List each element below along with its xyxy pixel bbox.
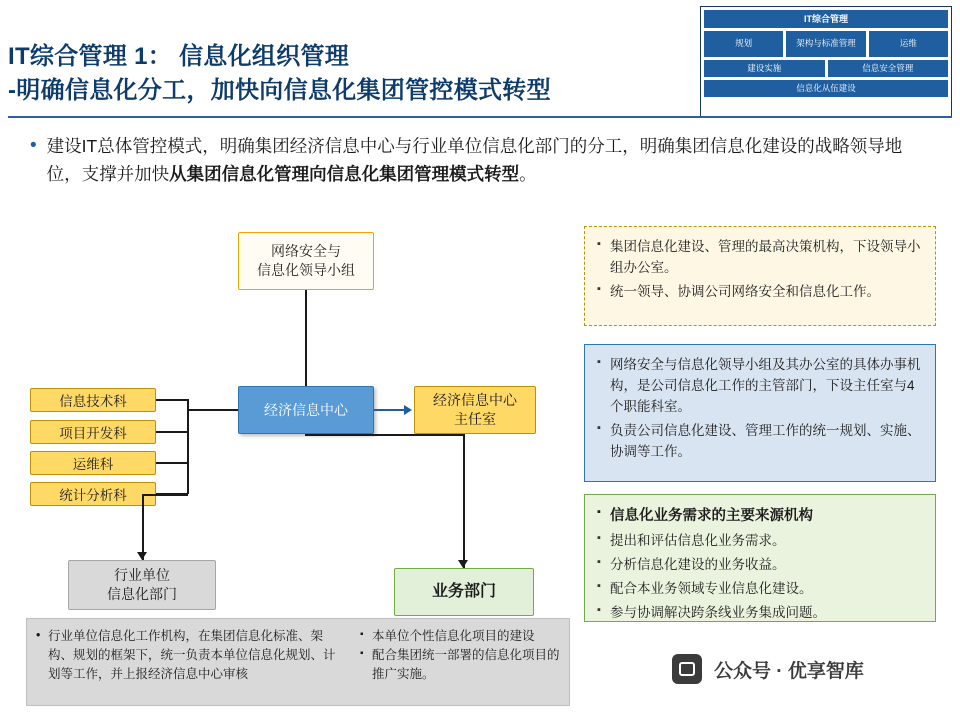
bottom-left-list xyxy=(35,627,341,683)
dept-operations: 运维科 xyxy=(30,451,156,475)
connector-netsec-to-center xyxy=(305,290,307,386)
panel3-item-4: ▪ 参与协调解决跨条线业务集成问题。 xyxy=(597,603,923,624)
panel2-item-2: ▪ 负责公司信息化建设、管理工作的统一规划、实施、协调等工作。 xyxy=(597,421,923,463)
lead-text-tail: 。 xyxy=(519,164,537,185)
mini-row-top xyxy=(704,10,948,28)
connector-dept1 xyxy=(156,399,188,401)
connector-to-industry-vert xyxy=(142,494,144,560)
mini-cell-it-management: IT综合管理 xyxy=(704,10,948,28)
panel3-item-2: ▪ 分析信息化建设的业务收益。 xyxy=(597,555,923,576)
dept-statistics-analysis: 统计分析科 xyxy=(30,482,156,506)
box-director-office xyxy=(414,386,536,434)
connector-bus-to-center xyxy=(187,409,238,411)
mini-cell-security: 信息安全管理 xyxy=(828,60,949,77)
watermark-logo-icon xyxy=(672,654,702,684)
box-industry-line1: 行业单位 xyxy=(114,567,170,584)
dept-info-technology: 信息技术科 xyxy=(30,388,156,412)
panel2-item-1: ▪ 网络安全与信息化领导小组及其办公室的具体办事机构，是公司信息化工作的主管部门，下设主任室与4个职能科室。 xyxy=(597,355,923,418)
mini-row-1 xyxy=(704,31,948,57)
mini-row-2 xyxy=(704,60,948,77)
title-line-2: -明确信息化分工，加快向信息化集团管控模式转型 xyxy=(8,77,551,105)
box-netsec-line2: 信息化领导小组 xyxy=(257,262,355,278)
panel3-item-1: ▪ 提出和评估信息化业务需求。 xyxy=(597,531,923,552)
panel-center-notes xyxy=(584,344,936,482)
panel3-header: ▪ 信息化业务需求的主要来源机构 xyxy=(597,505,923,527)
bottom-right-item-1: ▪ 本单位个性信息化项目的建设 xyxy=(359,627,561,646)
mini-cell-team: 信息化从伍建设 xyxy=(704,80,948,97)
box-director-line2: 主任室 xyxy=(454,411,496,427)
arrow-to-business-icon xyxy=(458,560,468,568)
bottom-left-column xyxy=(35,627,349,697)
dept-project-development: 项目开发科 xyxy=(30,420,156,444)
box-economic-info-center: 经济信息中心 xyxy=(238,386,374,434)
box-netsec-line1: 网络安全与 xyxy=(271,243,341,260)
connector-center-bottom-horiz xyxy=(305,434,464,436)
panel2-list xyxy=(597,355,923,463)
arrow-to-industry-icon xyxy=(137,552,147,560)
box-industry-line2: 信息化部门 xyxy=(107,586,177,602)
lead-paragraph xyxy=(30,132,930,189)
panel3-item-3: ▪ 配合本业务领域专业信息化建设。 xyxy=(597,579,923,600)
lead-text-bold: 从集团信息化管理向信息化集团管理模式转型 xyxy=(169,164,520,185)
box-netsec-leading-group xyxy=(238,232,374,290)
connector-dept3 xyxy=(156,462,188,464)
lead-text-normal: 建设IT总体管控模式，明确集团经济信息中心与行业单位信息化部门的分工，明确集团信息化建设的战略领导地位，支撑并加快 xyxy=(46,136,903,185)
panel1-item-1: ▪ 集团信息化建设、管理的最高决策机构，下设领导小组办公室。 xyxy=(597,237,923,279)
connector-center-to-director xyxy=(374,409,406,411)
panel-industry-unit-notes xyxy=(26,618,570,706)
panel-leading-group-notes xyxy=(584,226,936,326)
mini-cell-operations: 运维 xyxy=(869,31,948,57)
connector-dept2 xyxy=(156,431,188,433)
bottom-right-column xyxy=(349,627,561,697)
panel1-list xyxy=(597,237,923,303)
connector-to-industry-horiz xyxy=(142,494,188,496)
box-director-line1: 经济信息中心 xyxy=(433,392,517,409)
bottom-right-item-2: ▪ 配合集团统一部署的信息化项目的推广实施。 xyxy=(359,646,561,684)
bottom-right-list xyxy=(359,627,561,683)
panel3-list xyxy=(597,531,923,624)
bullet-dot-icon: • xyxy=(30,135,37,156)
panel1-item-2: ▪ 统一领导、协调公司网络安全和信息化工作。 xyxy=(597,282,923,303)
connector-to-business-vert xyxy=(463,434,465,568)
lead-text xyxy=(47,132,930,189)
watermark-text: 公众号 · 优享智库 xyxy=(714,660,864,682)
arrow-center-to-director-icon xyxy=(404,405,412,415)
watermark xyxy=(672,654,864,684)
connector-dept-bus xyxy=(187,399,189,494)
mini-framework-diagram xyxy=(700,6,952,118)
bottom-left-item-1: • 行业单位信息化工作机构，在集团信息化标准、架构、规划的框架下，统一负责本单位信息化规划、计划等工作，并上报经济信息中心审核 xyxy=(35,627,341,683)
mini-cell-planning: 规划 xyxy=(704,31,783,57)
title-divider xyxy=(8,116,952,118)
mini-cell-architecture: 架构与标准管理 xyxy=(786,31,865,57)
title-line-1: IT综合管理 1： 信息化组织管理 xyxy=(8,43,350,70)
page-title xyxy=(8,40,688,108)
box-industry-unit-it-dept xyxy=(68,560,216,610)
mini-row-bottom xyxy=(704,80,948,97)
panel-business-notes xyxy=(584,494,936,622)
mini-cell-construction: 建设实施 xyxy=(704,60,825,77)
box-business-department: 业务部门 xyxy=(394,568,534,616)
